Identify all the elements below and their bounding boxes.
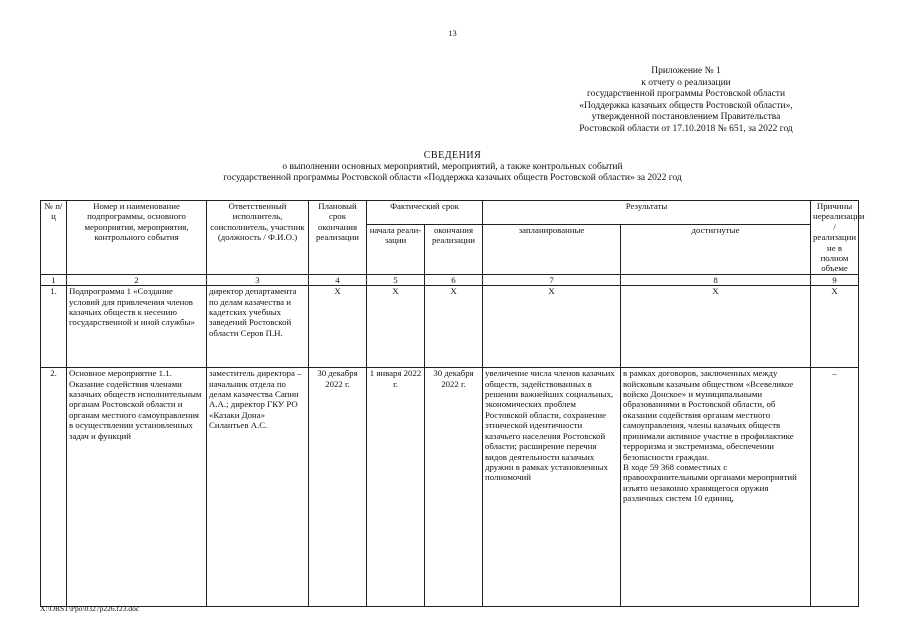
row-responsible: заместитель директора – начальник отдела по делам казачества Сапин А.А.; директор ГКУ РО «Казаки Дона» Силантьев А.С.	[207, 368, 309, 607]
document-subtitle-line-2: государственной программы Ростовской области «Поддержка казачьих обществ Ростовской области» за 2022 год	[223, 173, 682, 183]
document-subtitle-line-1: о выполнении основных мероприятий, мероприятий, а также контрольных событий	[282, 161, 623, 172]
appendix-line: Приложение № 1	[651, 66, 721, 76]
document-heading	[0, 150, 905, 185]
appendix-line: утвержденной постановлением Правительства	[591, 112, 781, 123]
column-number: 6	[425, 274, 483, 285]
header-responsible: Ответственный исполнитель, соисполнитель, участник (должность / Ф.И.О.)	[207, 201, 309, 275]
column-number: 5	[367, 274, 425, 285]
table-header-row	[41, 201, 859, 225]
column-number: 2	[67, 274, 207, 285]
appendix-line: государственной программы Ростовской области	[586, 89, 786, 100]
row-name: Основное мероприятие 1.1. Оказание содействия членами казачьих обществ исполнительным органам Ростовской области и органам местного самоуправления в осуществлении установленных задач и функций	[67, 368, 207, 607]
page-number: 13	[448, 28, 457, 38]
header-achieved: достигнутые	[621, 224, 811, 274]
row-fact-end: 30 декабря 2022 г.	[425, 368, 483, 607]
table-row	[41, 286, 859, 368]
column-number: 3	[207, 274, 309, 285]
appendix-line: Ростовской области от 17.10.2018 № 651, за 2022 год	[579, 123, 793, 134]
column-number: 1	[41, 274, 67, 285]
row-achieved: X	[621, 286, 811, 368]
footer-file-path: X:\ORST\Ppo\0327p226.f23.doc	[40, 604, 140, 613]
header-reasons: Причины нереализации / реализации не в полном объеме	[811, 201, 859, 275]
row-achieved-paragraph-2: В ходе 59 368 совместных с правоохранительными органами мероприятий изъято незаконно хранящегося оружия различных систем 10 единиц,	[623, 461, 797, 504]
appendix-note	[521, 66, 851, 136]
table-row	[41, 368, 859, 607]
header-name: Номер и наименование подпрограммы, основного мероприятия, мероприятия, контрольного события	[67, 201, 207, 275]
document-title: СВЕДЕНИЯ	[423, 150, 482, 161]
column-number: 4	[309, 274, 367, 285]
row-reasons: X	[811, 286, 859, 368]
header-plan-date: Плановый срок окончания реализации	[309, 201, 367, 275]
row-fact-start: 1 января 2022 г.	[367, 368, 425, 607]
row-plan-date: X	[309, 286, 367, 368]
header-results-group: Результаты	[483, 201, 811, 225]
row-fact-end: X	[425, 286, 483, 368]
appendix-line: «Поддержка казачьих обществ Ростовской области»,	[579, 100, 793, 111]
row-num: 2.	[41, 368, 67, 607]
report-table	[40, 200, 865, 607]
row-planned: увеличение числа членов казачьих обществ, задействованных в решении важнейших социальных, экономических проблем Ростовской области, сохранение этнической идентичности казачьего населения Ростовской области; расширение перечня видов деятельности казачьих дружин в рамках установленных полномочий	[483, 368, 621, 607]
row-planned: X	[483, 286, 621, 368]
header-num: № п/ц	[41, 201, 67, 275]
column-number: 7	[483, 274, 621, 285]
header-fact-group: Фактический срок	[367, 201, 483, 225]
column-number-row	[41, 274, 859, 285]
row-num: 1.	[41, 286, 67, 368]
row-responsible: директор департамента по делам казачества и кадетских учебных заведений Ростовской области Серов П.Н.	[207, 286, 309, 368]
header-planned: запланированные	[483, 224, 621, 274]
header-fact-start: начала реали-зации	[367, 224, 425, 274]
row-fact-start: X	[367, 286, 425, 368]
row-achieved-paragraph-1: в рамках договоров, заключенных между войсковым казачьим обществом «Всевеликое войско Донское» и муниципальными образованиями в Ростовской области, об оказании содействия органам местного самоуправления, члены казачьих обществ принимали активное участие в профилактике терроризма и экстремизма, обеспечении безопасности граждан.	[623, 368, 794, 462]
row-reasons: –	[811, 368, 859, 607]
header-fact-end: окончания реализации	[425, 224, 483, 274]
column-number: 8	[621, 274, 811, 285]
appendix-line: к отчету о реализации	[641, 77, 731, 88]
row-achieved	[621, 368, 811, 607]
row-name: Подпрограмма 1 «Создание условий для привлечения членов казачьих обществ к несению государственной и иной службы»	[67, 286, 207, 368]
column-number: 9	[811, 274, 859, 285]
row-plan-date: 30 декабря 2022 г.	[309, 368, 367, 607]
